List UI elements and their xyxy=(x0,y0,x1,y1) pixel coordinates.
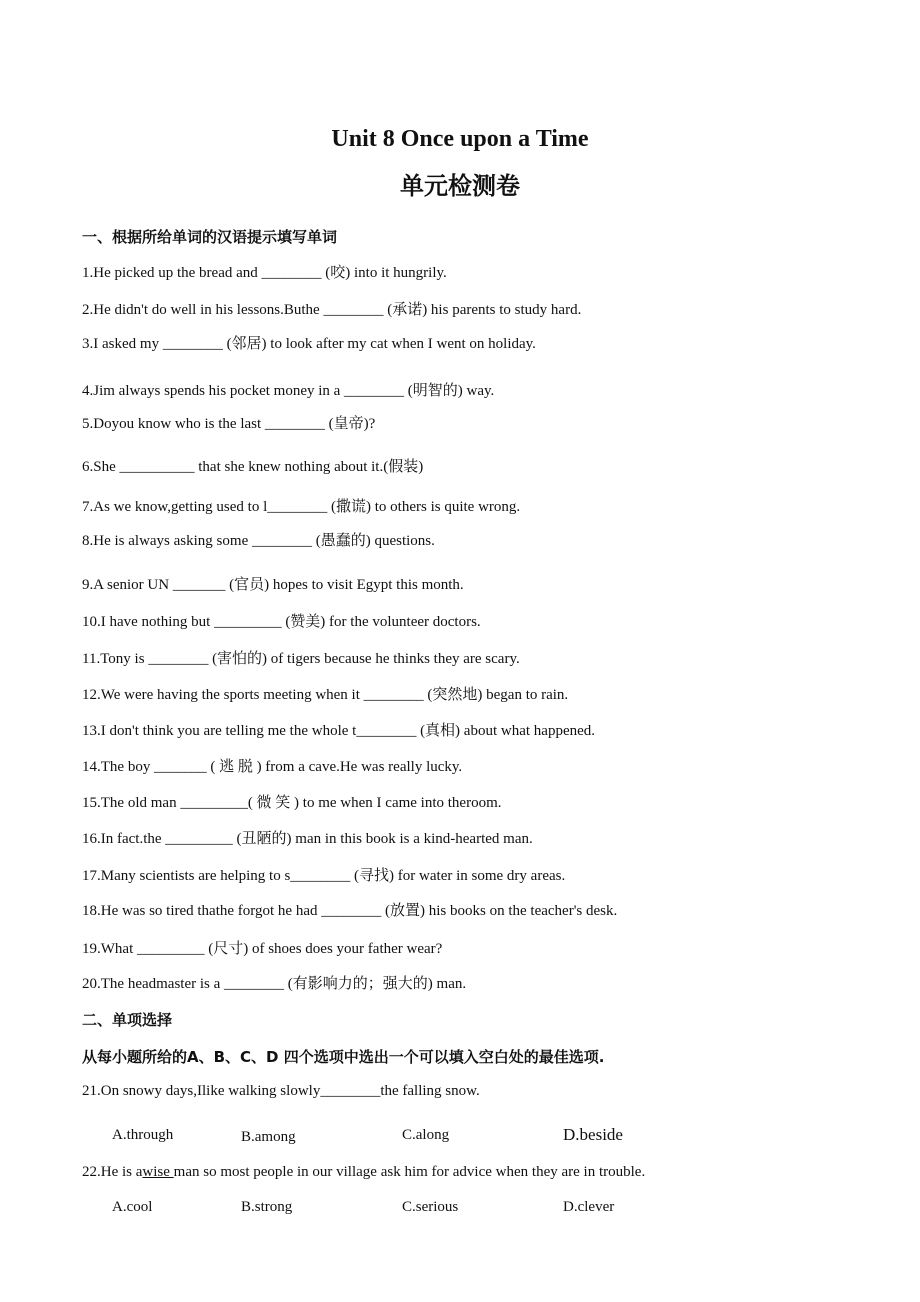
option-21-d: D.beside xyxy=(563,1125,623,1144)
option-21-a: A.through xyxy=(112,1127,174,1143)
question-15: 15.The old man _________( 微 笑 ) to me when I came into theroom. xyxy=(82,795,502,811)
option-22-c: C.serious xyxy=(402,1199,459,1215)
question-4: 4.Jim always spends his pocket money in a ________ (明智的) way. xyxy=(82,383,495,399)
question-14: 14.The boy _______ ( 逃 脱 ) from a cave.He was really lucky. xyxy=(82,759,463,775)
question-20: 20.The headmaster is a ________ (有影响力的；强大的) man. xyxy=(82,976,467,992)
question-22-underlined: wise xyxy=(142,1164,174,1180)
option-22-a: A.cool xyxy=(112,1199,153,1215)
question-18: 18.He was so tired thathe forgot he had ________ (放置) his books on the teacher's desk. xyxy=(82,903,618,919)
question-19: 19.What _________ (尺寸) of shoes does your father wear? xyxy=(82,941,443,957)
question-10: 10.I have nothing but _________ (赞美) for the volunteer doctors. xyxy=(82,614,481,630)
question-3: 3.I asked my ________ (邻居) to look after my cat when I went on holiday. xyxy=(82,336,536,352)
question-12: 12.We were having the sports meeting when it ________ (突然地) began to rain. xyxy=(82,687,569,703)
option-21-b: B.among xyxy=(241,1129,296,1145)
question-2: 2.He didn't do well in his lessons.Buthe ________ (承诺) his parents to study hard. xyxy=(82,302,582,318)
question-22-after: man so most people in our village ask him for advice when they are in trouble. xyxy=(173,1164,646,1180)
section-2-heading: 二、单项选择 xyxy=(82,1011,173,1029)
option-22-b: B.strong xyxy=(241,1199,293,1215)
question-7: 7.As we know,getting used to l________ (撒谎) to others is quite wrong. xyxy=(82,499,521,515)
page-title: Unit 8 Once upon a Time xyxy=(331,126,589,152)
question-16: 16.In fact.the _________ (丑陋的) man in this book is a kind-hearted man. xyxy=(82,831,533,847)
section-2-instruction: 从每小题所给的A、B、C、D 四个选项中选出一个可以填入空白处的最佳选项. xyxy=(82,1048,605,1066)
question-11: 11.Tony is ________ (害怕的) of tigers because he thinks they are scary. xyxy=(82,651,520,667)
question-1: 1.He picked up the bread and ________ (咬) into it hungrily. xyxy=(82,265,447,281)
option-22-d: D.clever xyxy=(563,1199,615,1215)
question-13: 13.I don't think you are telling me the whole t________ (真相) about what happened. xyxy=(82,723,596,739)
question-8: 8.He is always asking some ________ (愚蠢的) questions. xyxy=(82,533,435,549)
question-5: 5.Doyou know who is the last ________ (皇帝)? xyxy=(82,416,376,432)
question-6: 6.She __________ that she knew nothing about it.(假装) xyxy=(82,459,424,475)
option-21-c: C.along xyxy=(402,1127,450,1143)
section-1-heading: 一、根据所给单词的汉语提示填写单词 xyxy=(82,228,338,246)
question-9: 9.A senior UN _______ (官员) hopes to visit Egypt this month. xyxy=(82,577,464,593)
question-21: 21.On snowy days,Ilike walking slowly________the falling snow. xyxy=(82,1083,480,1099)
question-22 xyxy=(82,1164,645,1181)
question-17: 17.Many scientists are helping to s________ (寻找) for water in some dry areas. xyxy=(82,868,566,884)
question-22-before: 22.He is a xyxy=(82,1164,143,1180)
page-subtitle: 单元检测卷 xyxy=(400,172,520,200)
